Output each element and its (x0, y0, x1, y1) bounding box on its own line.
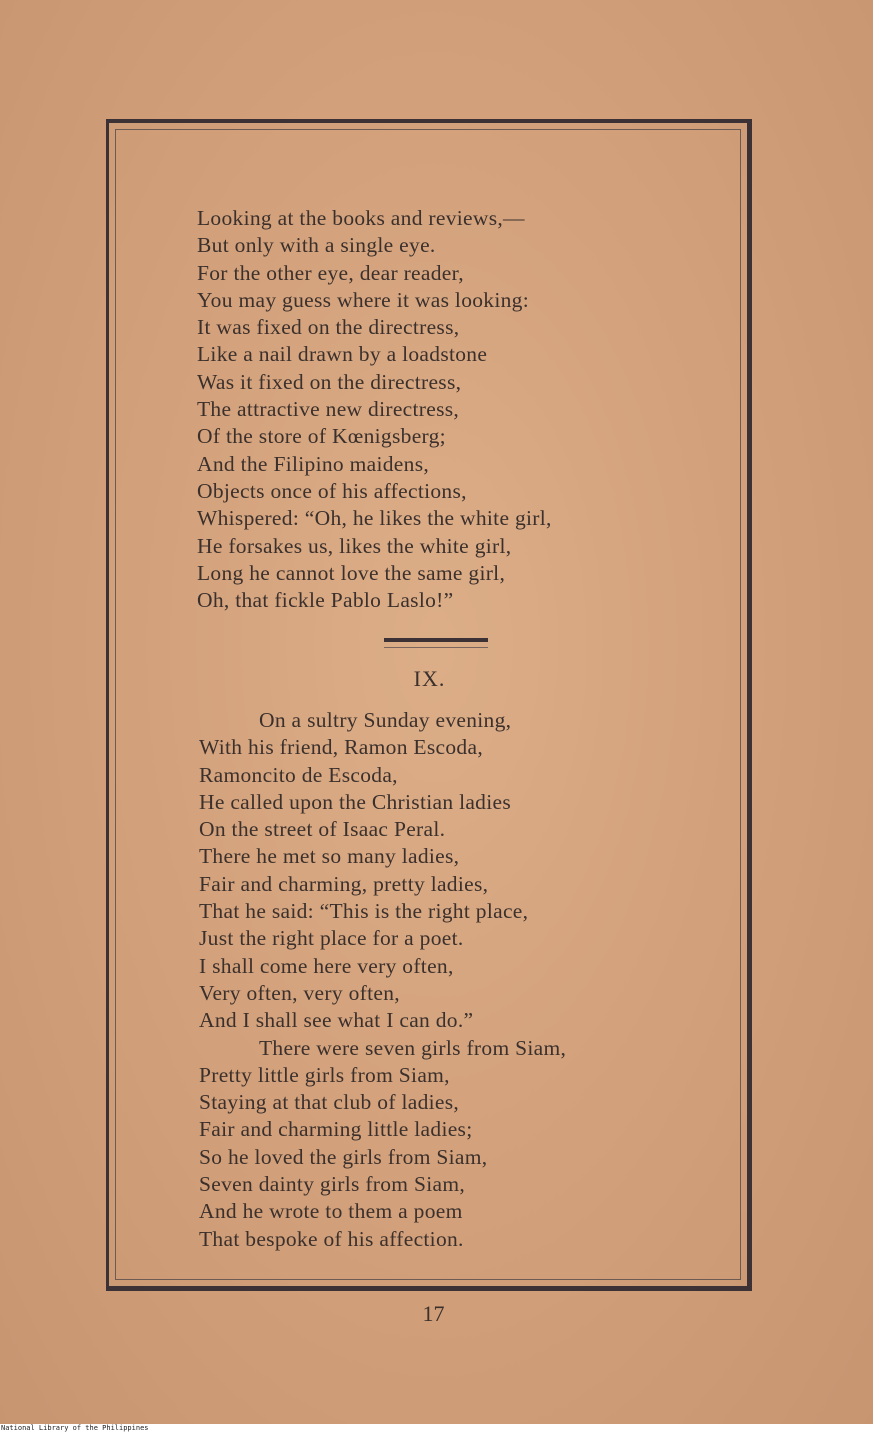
verse-line: Pretty little girls from Siam, (199, 1062, 450, 1087)
verse-line: But only with a single eye. (197, 233, 436, 258)
verse-line: With his friend, Ramon Escoda, (199, 735, 483, 760)
verse-line: That he said: “This is the right place, (199, 899, 529, 924)
section-divider-rule (384, 638, 488, 642)
verse-line: Very often, very often, (199, 980, 400, 1005)
library-credit: National Library of the Philippines (1, 1424, 149, 1432)
verse-line: Seven dainty girls from Siam, (199, 1172, 466, 1197)
verse-line: I shall come here very often, (199, 953, 454, 978)
verse-line: Staying at that club of ladies, (199, 1090, 460, 1115)
verse-line: The attractive new directress, (197, 397, 460, 422)
verse-line: Like a nail drawn by a loadstone (197, 342, 488, 367)
verse-line: That bespoke of his affection. (199, 1226, 464, 1251)
verse-line: There he met so many ladies, (199, 844, 460, 869)
verse-line: Ramoncito de Escoda, (199, 762, 398, 787)
verse-line: On the street of Isaac Peral. (199, 817, 446, 842)
verse-line: Fair and charming, pretty ladies, (199, 871, 489, 896)
verse-line: And the Filipino maidens, (197, 451, 430, 476)
verse-line: He forsakes us, likes the white girl, (197, 533, 512, 558)
section-heading-text: IX. (413, 666, 446, 691)
verse-line: Of the store of Kœnigsberg; (197, 424, 446, 449)
verse-line: It was fixed on the directress, (197, 315, 460, 340)
verse-line: On a sultry Sunday evening, (259, 708, 512, 732)
page-number (0, 1301, 873, 1327)
stanza-two (199, 707, 719, 1253)
verse-line: He called upon the Christian ladies (199, 789, 512, 814)
verse-line: Just the right place for a poet. (199, 926, 464, 951)
verse-line: Whispered: “Oh, he likes the white girl, (197, 506, 552, 531)
verse-line: There were seven girls from Siam, (259, 1035, 567, 1060)
footer-bar (0, 1424, 873, 1433)
verse-line: Oh, that fickle Pablo Laslo!” (197, 588, 454, 613)
verse-line: And I shall see what I can do.” (199, 1008, 474, 1033)
verse-line: Fair and charming little ladies; (199, 1117, 473, 1142)
verse-line: You may guess where it was looking: (197, 287, 529, 312)
page-number-text: 17 (422, 1301, 445, 1326)
verse-line: Was it fixed on the directress, (197, 369, 462, 394)
verse-line: And he wrote to them a poem (199, 1199, 463, 1224)
stanza-one (197, 205, 717, 614)
verse-line: So he loved the girls from Siam, (199, 1144, 488, 1169)
section-heading (0, 666, 873, 692)
verse-line: For the other eye, dear reader, (197, 260, 464, 285)
verse-line: Long he cannot love the same girl, (197, 560, 506, 585)
verse-line: Objects once of his affections, (197, 478, 467, 503)
section-divider-thin-rule (384, 647, 488, 648)
verse-line: Looking at the books and reviews,— (197, 206, 525, 230)
